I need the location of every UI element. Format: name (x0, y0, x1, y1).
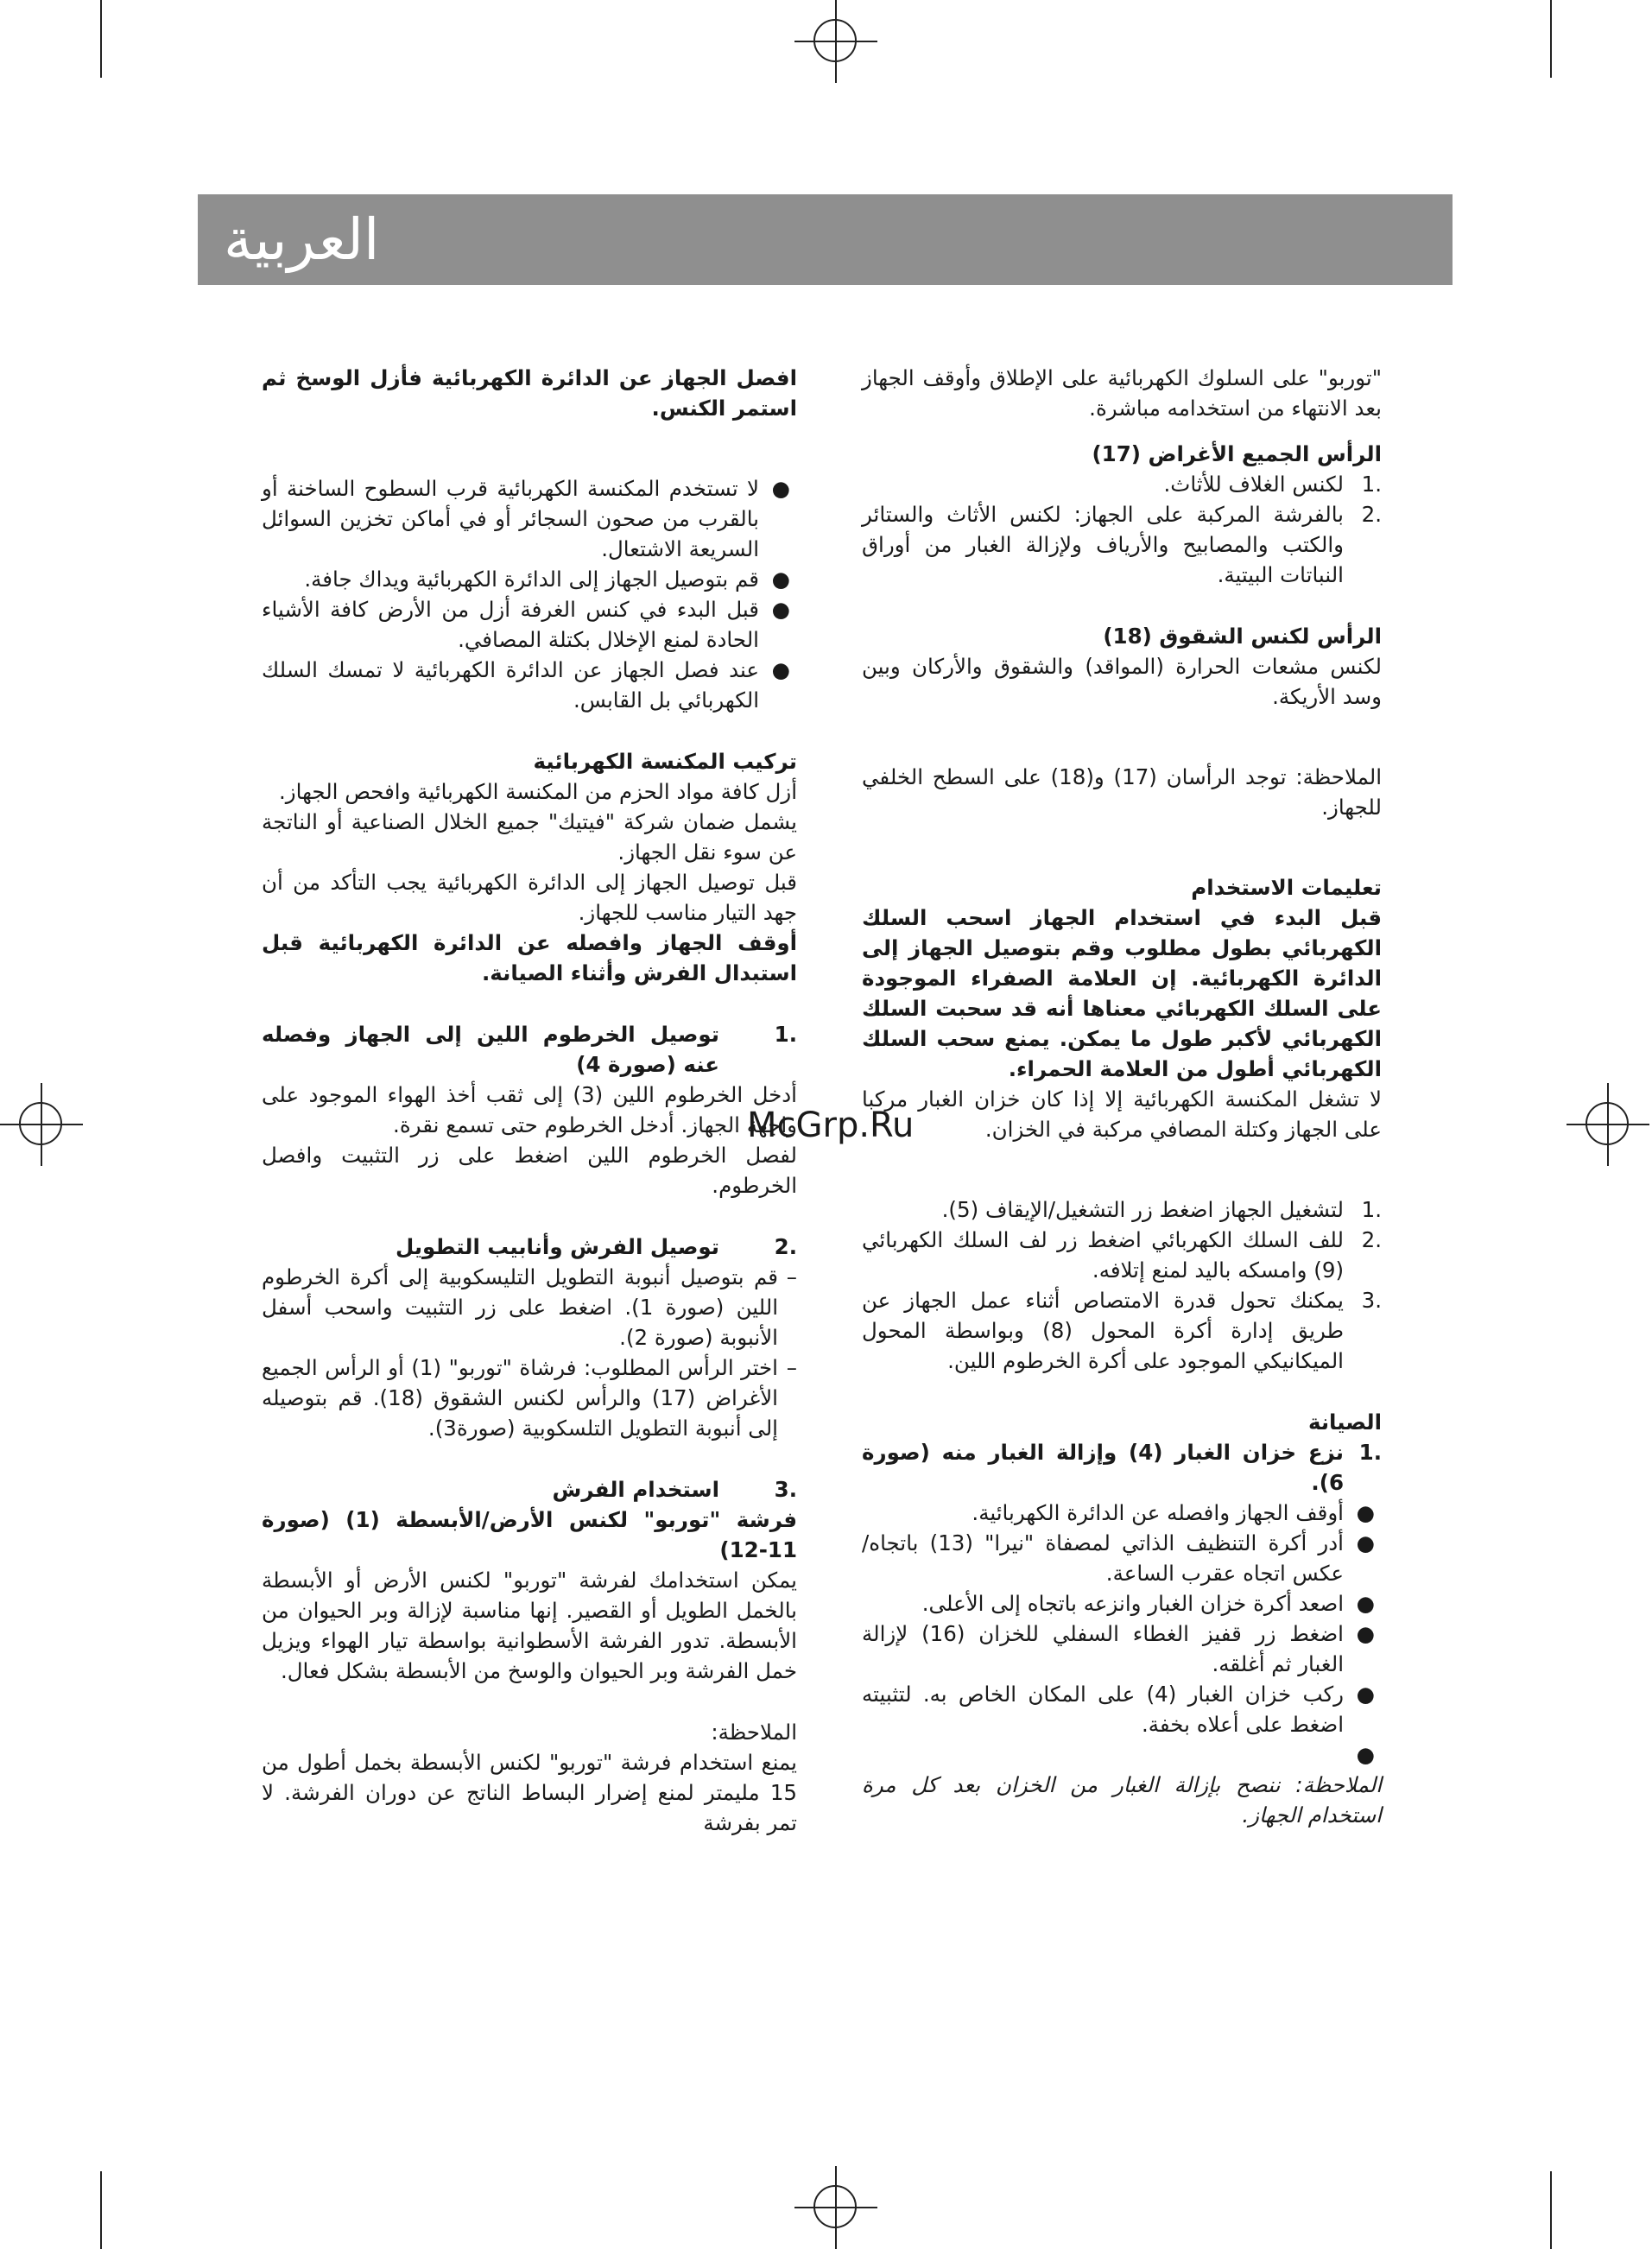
section-dashes (262, 1262, 797, 1443)
registration-mark-bottom (794, 2166, 877, 2249)
language-banner (198, 194, 1453, 285)
turbo-brush-text: يمكن استخدامك لفرشة "توربو" لكنس الأرض أو الأبسطة بالخمل الطويل أو القصير. إنها مناسبة لإزالة وبر الحيوان من الأبسطة. تدور الفرشة الأسطوانية بواسطة تيار الهواء ويزيل خمل الفرشة وبر الحيوان والوسخ من الأبسطة بشكل فعال. (262, 1568, 797, 1683)
list-item: ● اصعد أكرة خزان الغبار وانزعه باتجاه إلى الأعلى. (921, 1591, 1375, 1616)
list-item: .1 نزع خزان الغبار (4) وإزالة الغبار منه (صورة 6). (862, 1440, 1382, 1495)
registration-mark-right (1567, 1083, 1649, 1166)
trim-mark (1550, 0, 1552, 78)
assembly-line: أزل كافة مواد الحزم من المكنسة الكهربائية وافحص الجهاز. (279, 779, 797, 804)
assembly-heading: تركيب المكنسة الكهربائية (533, 749, 797, 774)
trim-mark (1550, 2171, 1552, 2249)
intro-paragraph: "توربو" على السلوك الكهربائية على الإطلاق وأوقف الجهاز بعد الانتهاء من استخدامه مباشرة. (862, 365, 1382, 421)
trim-mark (100, 0, 102, 78)
usage-text: لا تشغل المكنسة الكهربائية إلا إذا كان خزان الغبار مركبا على الجهاز وكتلة المصافي مركبة في الخزان. (862, 1086, 1382, 1142)
section-text: لفصل الخرطوم اللين اضغط على زر التثبيت وافصل الخرطوم. (262, 1143, 797, 1198)
list-item: – اختر الرأس المطلوب: فرشاة "توربو" (1) أو الرأس الجميع الأغراض (17) والرأس لكنس الشقوق (18). قم بتوصيله إلى أنبوبة التطويل التلسكوبية (صورة3). (262, 1355, 797, 1441)
all-purpose-list (862, 469, 1382, 590)
watermark: McGrp.Ru (747, 1105, 915, 1145)
list-item: .2 للف السلك الكهربائي اضغط زر لف السلك الكهربائي (9) وامسكه باليد لمنع إتلافه. (862, 1227, 1382, 1283)
list-item: .2 بالفرشة المركبة على الجهاز: لكنس الأثاث والستائر والكتب والمصابيح والأرياف ولإزالة الغبار من أوراق النباتات البيتية. (862, 502, 1382, 587)
turbo-brush-subtitle: فرشة "توربو" لكنس الأرض/الأبسطة (1) (صورة 11-12) (262, 1507, 798, 1562)
assembly-warning: أوقف الجهاز وافصله عن الدائرة الكهربائية قبل استبدال الفرش وأثناء الصيانة. (262, 930, 797, 985)
crevice-text: لكنس مشعات الحرارة (المواقد) والشقوق والأركان وبين وسد الأريكة. (862, 654, 1382, 709)
top-bold-paragraph: افصل الجهاز عن الدائرة الكهربائية فأزل الوسخ ثم استمر الكنس. (262, 365, 797, 421)
list-item: ● قم بتوصيل الجهاز إلى الدائرة الكهربائية ويداك جافة. (304, 567, 790, 592)
usage-heading: تعليمات الاستخدام (1191, 875, 1382, 900)
list-item: ● أوقف الجهاز وافصله عن الدائرة الكهربائية. (972, 1500, 1375, 1525)
usage-bold-text: قبل البدء في استخدام الجهاز اسحب السلك الكهربائي بطول مطلوب وقم بتوصيل الجهاز إلى الدائرة الكهربائية. إن العلامة الصفراء الموجودة على السلك الكهربائي معناها أنه قد سحبت السلك الكهربائي لأكبر طول ما يمكن. يمنع سحب السلك الكهربائي أطول من العلامة الحمراء. (862, 905, 1382, 1081)
trim-mark (100, 2171, 102, 2249)
maintenance-bullets (862, 1498, 1382, 1770)
right-column (862, 363, 1382, 1830)
note-text: يمنع استخدام فرشة "توربو" لكنس الأبسطة بخمل أطول من 15 مليمتر لمنع إضرار البساط الناتج عن دوران الفرشة. لا تمر بفرشة (262, 1750, 797, 1835)
left-column (262, 363, 797, 1838)
assembly-line: يشمل ضمان شركة "فيتيك" جميع الخلال الصناعية أو الناتجة عن سوء نقل الجهاز. (262, 809, 797, 865)
list-item: ● أدر أكرة التنظيف الذاتي لمصفاة "نيرا" (13) باتجاه/عكس اتجاه عقرب الساعة. (862, 1530, 1375, 1586)
note-heads: الملاحظة: توجد الرأسان (17) و(18) على السطح الخلفي للجهاز. (862, 764, 1383, 820)
list-item: ● ركب خزان الغبار (4) على المكان الخاص به. لتثبيته اضغط على أعلاه بخفة. (862, 1682, 1375, 1737)
usage-steps (862, 1194, 1382, 1376)
section-title: استخدام الفرش (552, 1477, 719, 1502)
list-item: .3 يمكنك تحول قدرة الامتصاص أثناء عمل الجهاز عن طريق إدارة أكرة المحول (8) وبواسطة المحول الميكانيكي الموجود على أكرة الخرطوم اللين. (862, 1288, 1382, 1373)
list-item: .1 لكنس الغلاف للأثاث. (1163, 472, 1382, 497)
section-text: أدخل الخرطوم اللين (3) إلى ثقب أخذ الهواء الموجود على واجهة الجهاز. أدخل الخرطوم حتى تسمع نقرة. (262, 1082, 797, 1137)
note-label: الملاحظة: (711, 1720, 797, 1745)
list-item: .1 لتشغيل الجهاز اضغط زر التشغيل/الإيقاف (5). (941, 1197, 1382, 1222)
list-item: ● عند فصل الجهاز عن الدائرة الكهربائية لا تمسك السلك الكهربائي بل القابس. (262, 657, 790, 713)
section-title: توصيل الفرش وأنابيب التطويل (395, 1234, 719, 1259)
section-title: توصيل الخرطوم اللين إلى الجهاز وفصله عنه (صورة 4) (262, 1022, 719, 1077)
list-item: ● لا تستخدم المكنسة الكهربائية قرب السطوح الساخنة أو بالقرب من صحون السجائر أو في أماكن تخزين السوائل السريعة الاشتعال. (262, 476, 790, 561)
list-item: ● (1356, 1742, 1375, 1767)
section-use-brushes: .3 استخدام الفرش (262, 1474, 797, 1505)
crevice-heading: الرأس لكنس الشقوق (18) (1103, 624, 1382, 649)
section-hose: .1 توصيل الخرطوم اللين إلى الجهاز وفصله عنه (صورة 4) (262, 1019, 797, 1080)
all-purpose-heading: الرأس الجميع الأغراض (17) (1092, 441, 1382, 466)
list-item: ● قبل البدء في كنس الغرفة أزل من الأرض كافة الأشياء الحادة لمنع الإخلال بكتلة المصافي. (262, 597, 790, 652)
assembly-line: قبل توصيل الجهاز إلى الدائرة الكهربائية يجب التأكد من أن جهد التيار مناسب للجهاز. (262, 870, 797, 925)
maintenance-note: الملاحظة: ننصح بإزالة الغبار من الخزان بعد كل مرة استخدام الجهاز. (862, 1772, 1382, 1828)
maintenance-list (862, 1437, 1382, 1498)
list-item: – قم بتوصيل أنبوبة التطويل التليسكوبية إلى أكرة الخرطوم اللين (صورة 1). اضغط على زر التثبيت واسحب أسفل الأنبوبة (صورة 2). (262, 1264, 797, 1350)
list-item: ● اضغط زر قفيز الغطاء السفلي للخزان (16) لإزالة الغبار ثم أغلقه. (862, 1621, 1375, 1676)
maintenance-heading: الصيانة (1308, 1410, 1382, 1435)
section-brushes: .2 توصيل الفرش وأنابيب التطويل (262, 1232, 797, 1262)
registration-mark-top (794, 0, 877, 83)
safety-bullets (262, 473, 797, 715)
language-title: العربية (224, 206, 380, 273)
registration-mark-left (0, 1083, 83, 1166)
